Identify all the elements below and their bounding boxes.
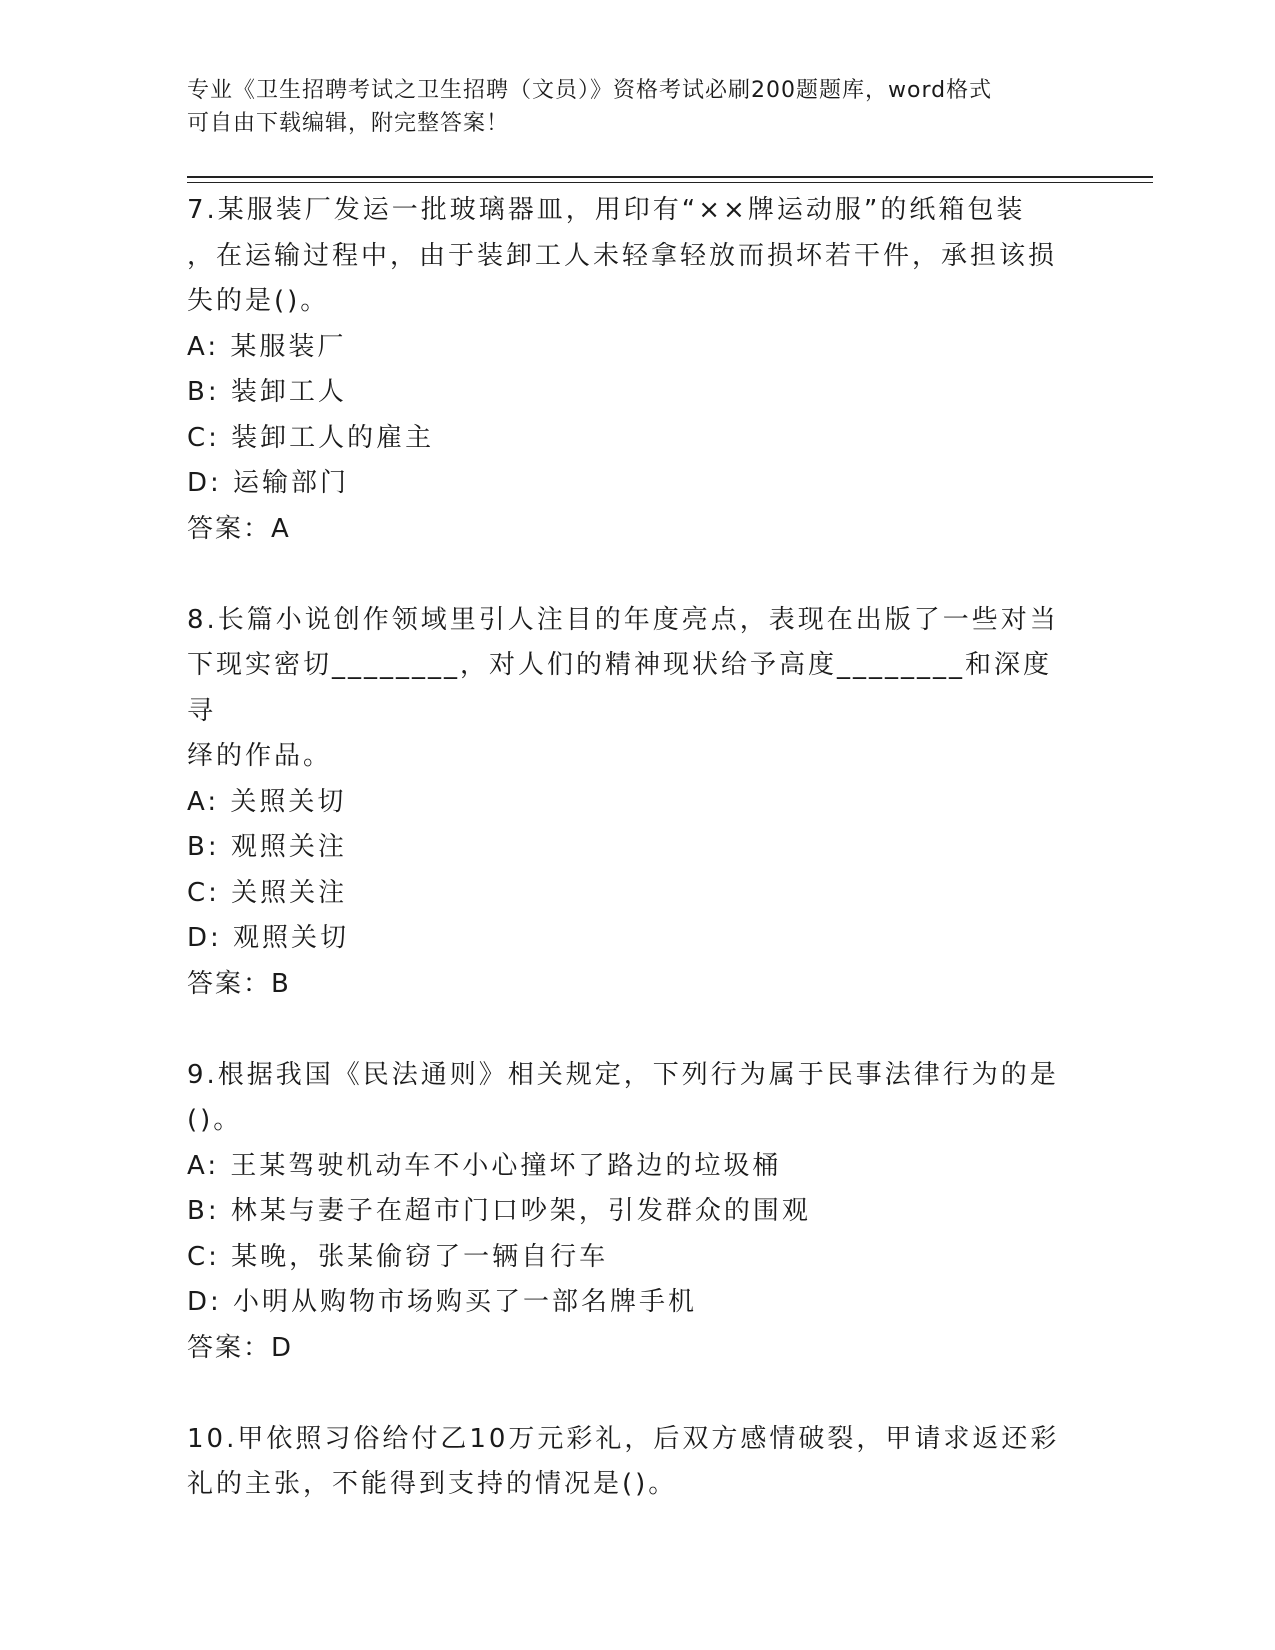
option-b: B: 观照关注 xyxy=(187,832,347,862)
option-c: C: 某晚，张某偷窃了一辆自行车 xyxy=(187,1241,609,1272)
question-stem-line: 9.根据我国《民法通则》相关规定，下列行为属于民事法律行为的是 xyxy=(187,1059,1059,1090)
question-10 xyxy=(187,1417,1067,1508)
question-stem-line: 礼的主张，不能得到支持的情况是()。 xyxy=(187,1469,678,1499)
option-a: A: 某服装厂 xyxy=(187,331,347,362)
question-stem-line: 绎的作品。 xyxy=(187,741,333,771)
header-divider-thin xyxy=(187,182,1153,183)
option-d: D: 观照关切 xyxy=(187,923,350,953)
question-stem-line: ，在运输过程中，由于装卸工人未轻拿轻放而损坏若干件，承担该损 xyxy=(187,240,1058,271)
question-9 xyxy=(187,1053,1067,1372)
question-list xyxy=(187,188,1067,1508)
answer-line: 答案：B xyxy=(187,968,291,999)
option-d: D: 运输部门 xyxy=(187,468,350,498)
option-d: D: 小明从购物市场购买了一部名牌手机 xyxy=(187,1287,698,1317)
answer-line: 答案：D xyxy=(187,1332,294,1363)
option-b: B: 林某与妻子在超市门口吵架，引发群众的围观 xyxy=(187,1196,811,1226)
question-stem-line: 10.甲依照习俗给付乙10万元彩礼，后双方感情破裂，甲请求返还彩 xyxy=(187,1423,1060,1454)
question-stem-line: 下现实密切________，对人们的精神现状给予高度________和深度寻 xyxy=(187,650,1053,726)
question-stem-line: ()。 xyxy=(187,1105,243,1135)
header-line-1: 专业《卫生招聘考试之卫生招聘（文员）》资格考试必刷200题题库，word格式 xyxy=(187,78,993,103)
option-c: C: 装卸工人的雇主 xyxy=(187,422,435,453)
header-line-2: 可自由下载编辑，附完整答案！ xyxy=(187,111,510,136)
option-c: C: 关照关注 xyxy=(187,877,348,908)
option-b: B: 装卸工人 xyxy=(187,377,347,407)
header-divider-thick xyxy=(187,176,1153,178)
option-a: A: 王某驾驶机动车不小心撞坏了路边的垃圾桶 xyxy=(187,1150,782,1181)
option-a: A: 关照关切 xyxy=(187,786,347,817)
question-7 xyxy=(187,188,1067,552)
question-8 xyxy=(187,598,1067,1008)
document-header xyxy=(187,74,1067,140)
question-stem-line: 7.某服装厂发运一批玻璃器皿，用印有“××牌运动服”的纸箱包装 xyxy=(187,195,1026,225)
question-stem-line: 8.长篇小说创作领域里引人注目的年度亮点，表现在出版了一些对当 xyxy=(187,604,1059,635)
answer-line: 答案：A xyxy=(187,513,291,544)
question-stem-line: 失的是()。 xyxy=(187,286,330,316)
